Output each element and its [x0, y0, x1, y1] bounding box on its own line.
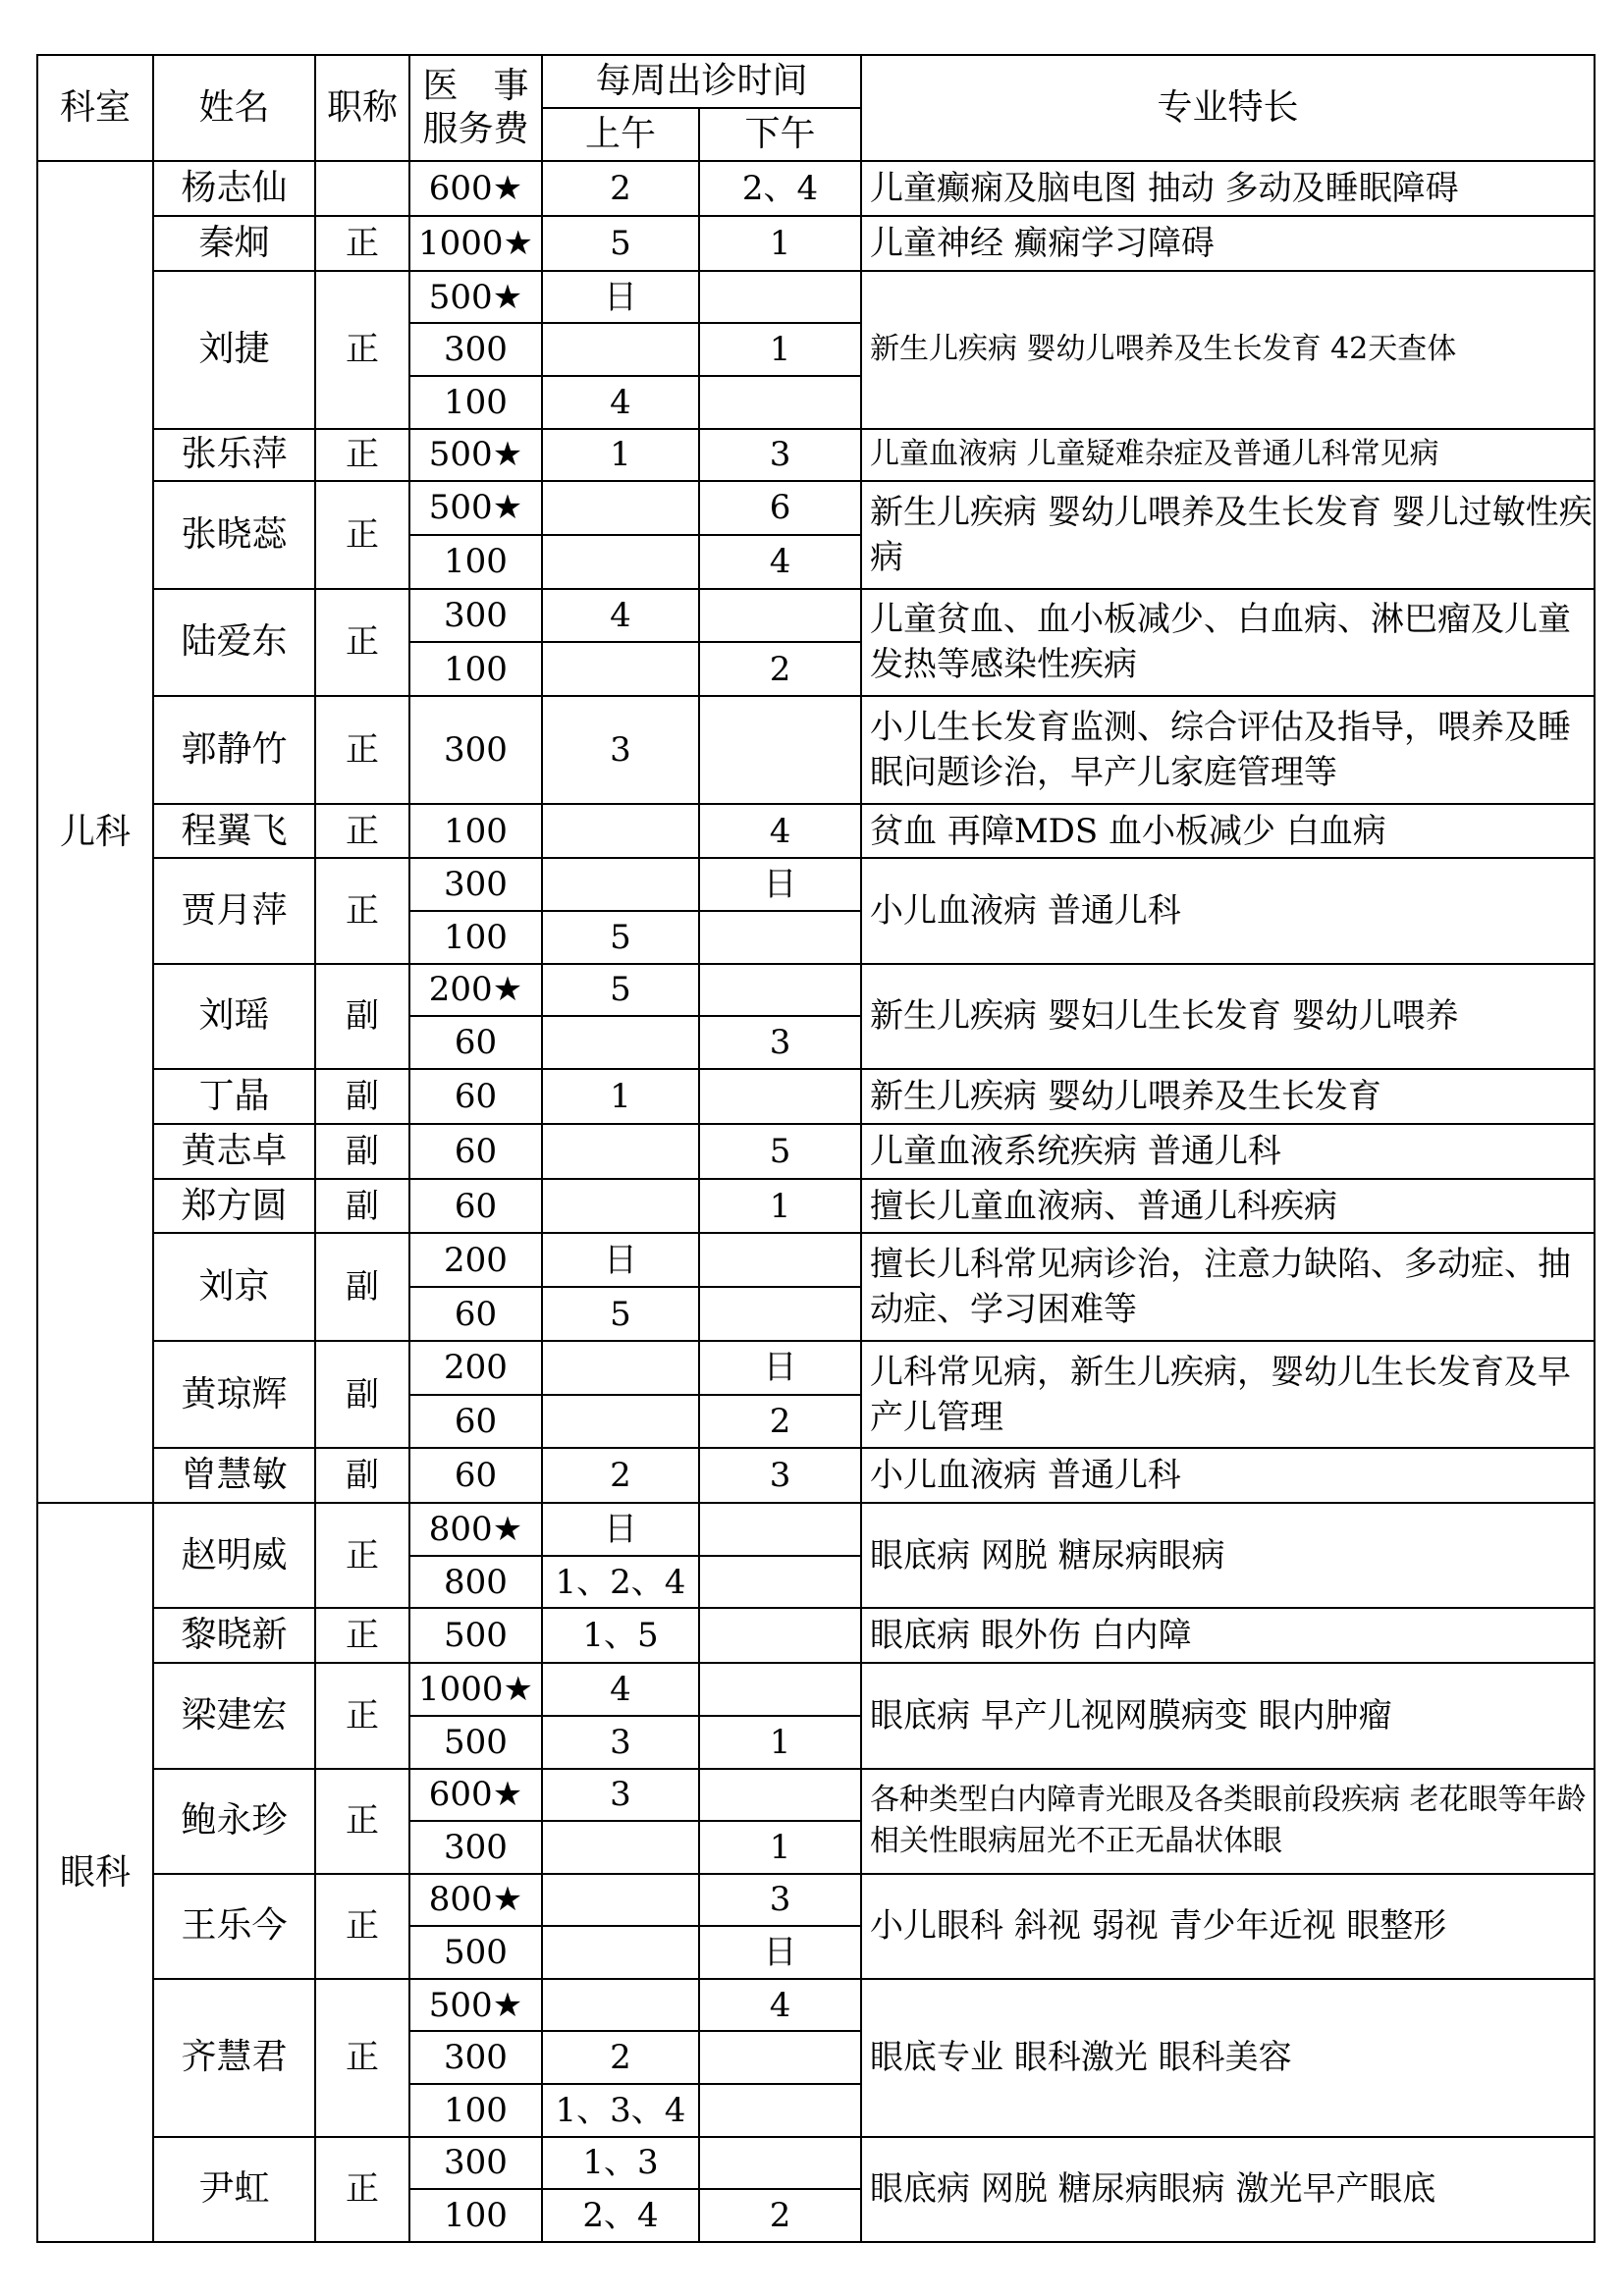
specialty: 擅长儿科常见病诊治，注意力缺陷、多动症、抽动症、学习困难等 — [861, 1233, 1595, 1340]
table-row — [37, 1179, 1595, 1234]
specialty: 贫血 再障MDS 血小板减少 白血病 — [861, 804, 1595, 859]
morning-slot: 1 — [542, 1069, 699, 1124]
table-row — [37, 1124, 1595, 1179]
service-fee: 100 — [409, 642, 542, 696]
morning-slot — [542, 323, 699, 376]
doctor-title: 副 — [315, 1341, 409, 1448]
morning-slot: 3 — [542, 696, 699, 803]
morning-slot: 日 — [542, 271, 699, 324]
table-row — [37, 1663, 1595, 1716]
doctor-name: 贾月萍 — [153, 858, 315, 963]
doctor-name: 刘捷 — [153, 271, 315, 429]
afternoon-slot: 1 — [699, 323, 861, 376]
table-row — [37, 696, 1595, 803]
table-row — [37, 589, 1595, 643]
afternoon-slot — [699, 964, 861, 1017]
afternoon-slot: 4 — [699, 535, 861, 589]
table-row — [37, 1233, 1595, 1287]
morning-slot — [542, 1979, 699, 2032]
service-fee: 100 — [409, 804, 542, 859]
service-fee: 800★ — [409, 1503, 542, 1556]
morning-slot — [542, 1874, 699, 1927]
afternoon-slot: 2、4 — [699, 161, 861, 216]
afternoon-slot: 3 — [699, 1874, 861, 1927]
doctor-name: 程翼飞 — [153, 804, 315, 859]
doctor-title: 正 — [315, 696, 409, 803]
afternoon-slot — [699, 1556, 861, 1609]
doctor-name: 黄志卓 — [153, 1124, 315, 1179]
doctor-title: 正 — [315, 481, 409, 588]
afternoon-slot: 日 — [699, 858, 861, 911]
morning-slot — [542, 1179, 699, 1234]
specialty: 儿童神经 癫痫学习障碍 — [861, 216, 1595, 271]
morning-slot — [542, 804, 699, 859]
morning-slot — [542, 642, 699, 696]
schedule-body — [37, 161, 1595, 2242]
table-row — [37, 1608, 1595, 1663]
specialty: 儿童血液系统疾病 普通儿科 — [861, 1124, 1595, 1179]
afternoon-slot: 2 — [699, 1395, 861, 1449]
doctor-title: 正 — [315, 1503, 409, 1608]
doctor-title: 正 — [315, 216, 409, 271]
table-row — [37, 271, 1595, 324]
morning-slot: 4 — [542, 1663, 699, 1716]
doctor-name: 张乐萍 — [153, 429, 315, 482]
afternoon-slot: 3 — [699, 1448, 861, 1503]
service-fee: 60 — [409, 1448, 542, 1503]
morning-slot: 5 — [542, 911, 699, 964]
afternoon-slot: 日 — [699, 1341, 861, 1395]
morning-slot: 1、3 — [542, 2137, 699, 2190]
specialty: 儿科常见病，新生儿疾病，婴幼儿生长发育及早产儿管理 — [861, 1341, 1595, 1448]
doctor-name: 丁晶 — [153, 1069, 315, 1124]
specialty: 儿童癫痫及脑电图 抽动 多动及睡眠障碍 — [861, 161, 1595, 216]
header-weekly: 每周出诊时间 — [542, 55, 861, 108]
afternoon-slot: 日 — [699, 1926, 861, 1979]
doctor-title: 副 — [315, 1448, 409, 1503]
header-fee — [409, 55, 542, 161]
morning-slot — [542, 1821, 699, 1874]
table-row — [37, 1874, 1595, 1927]
service-fee: 60 — [409, 1179, 542, 1234]
table-row — [37, 1979, 1595, 2032]
doctor-title: 副 — [315, 1179, 409, 1234]
service-fee: 300 — [409, 323, 542, 376]
doctor-title: 正 — [315, 1979, 409, 2137]
specialty: 各种类型白内障青光眼及各类眼前段疾病 老花眼等年龄相关性眼病屈光不正无晶状体眼 — [861, 1769, 1595, 1874]
afternoon-slot — [699, 1608, 861, 1663]
afternoon-slot — [699, 1069, 861, 1124]
doctor-name: 鲍永珍 — [153, 1769, 315, 1874]
service-fee: 500 — [409, 1716, 542, 1769]
service-fee: 60 — [409, 1016, 542, 1069]
afternoon-slot — [699, 1287, 861, 1341]
service-fee: 100 — [409, 535, 542, 589]
table-row — [37, 1769, 1595, 1822]
clinic-schedule-table — [36, 54, 1596, 2243]
doctor-name: 杨志仙 — [153, 161, 315, 216]
doctor-name: 齐慧君 — [153, 1979, 315, 2137]
doctor-name: 王乐今 — [153, 1874, 315, 1979]
morning-slot — [542, 1016, 699, 1069]
table-row — [37, 429, 1595, 482]
afternoon-slot — [699, 1503, 861, 1556]
doctor-name: 秦炯 — [153, 216, 315, 271]
afternoon-slot: 5 — [699, 1124, 861, 1179]
service-fee: 1000★ — [409, 216, 542, 271]
afternoon-slot: 3 — [699, 429, 861, 482]
afternoon-slot — [699, 2031, 861, 2084]
service-fee: 300 — [409, 696, 542, 803]
specialty: 小儿血液病 普通儿科 — [861, 858, 1595, 963]
afternoon-slot — [699, 271, 861, 324]
service-fee: 600★ — [409, 161, 542, 216]
table-row — [37, 964, 1595, 1017]
specialty: 眼底病 网脱 糖尿病眼病 激光早产眼底 — [861, 2137, 1595, 2242]
doctor-title: 副 — [315, 1069, 409, 1124]
morning-slot: 1 — [542, 429, 699, 482]
header-am: 上午 — [542, 108, 699, 161]
specialty: 儿童贫血、血小板减少、白血病、淋巴瘤及儿童发热等感染性疾病 — [861, 589, 1595, 696]
service-fee: 200 — [409, 1233, 542, 1287]
afternoon-slot — [699, 2137, 861, 2190]
service-fee: 100 — [409, 2189, 542, 2242]
afternoon-slot: 6 — [699, 481, 861, 535]
afternoon-slot: 1 — [699, 1821, 861, 1874]
afternoon-slot: 2 — [699, 642, 861, 696]
doctor-title: 正 — [315, 589, 409, 696]
table-row — [37, 2137, 1595, 2190]
service-fee: 500★ — [409, 429, 542, 482]
service-fee: 300 — [409, 589, 542, 643]
morning-slot — [542, 1926, 699, 1979]
doctor-title: 正 — [315, 858, 409, 963]
specialty: 擅长儿童血液病、普通儿科疾病 — [861, 1179, 1595, 1234]
table-row — [37, 1341, 1595, 1395]
doctor-name: 赵明威 — [153, 1503, 315, 1608]
service-fee: 60 — [409, 1395, 542, 1449]
service-fee: 300 — [409, 858, 542, 911]
specialty: 新生儿疾病 婴幼儿喂养及生长发育 42天查体 — [861, 271, 1595, 429]
doctor-name: 郭静竹 — [153, 696, 315, 803]
header-fee-line1: 医 事 — [422, 66, 529, 106]
specialty: 新生儿疾病 婴幼儿喂养及生长发育 — [861, 1069, 1595, 1124]
service-fee: 600★ — [409, 1769, 542, 1822]
table-row — [37, 1069, 1595, 1124]
afternoon-slot: 4 — [699, 804, 861, 859]
doctor-name: 陆爱东 — [153, 589, 315, 696]
service-fee: 60 — [409, 1124, 542, 1179]
afternoon-slot: 1 — [699, 1179, 861, 1234]
morning-slot: 3 — [542, 1716, 699, 1769]
table-row — [37, 1503, 1595, 1556]
afternoon-slot — [699, 589, 861, 643]
doctor-name: 张晓蕊 — [153, 481, 315, 588]
doctor-name: 梁建宏 — [153, 1663, 315, 1768]
service-fee: 500 — [409, 1926, 542, 1979]
doctor-title — [315, 161, 409, 216]
service-fee: 100 — [409, 2084, 542, 2137]
morning-slot: 4 — [542, 376, 699, 429]
doctor-title: 副 — [315, 1233, 409, 1340]
afternoon-slot: 4 — [699, 1979, 861, 2032]
service-fee: 800★ — [409, 1874, 542, 1927]
afternoon-slot — [699, 911, 861, 964]
morning-slot: 3 — [542, 1769, 699, 1822]
doctor-title: 正 — [315, 2137, 409, 2242]
doctor-name: 刘瑶 — [153, 964, 315, 1069]
morning-slot: 2 — [542, 2031, 699, 2084]
afternoon-slot — [699, 2084, 861, 2137]
afternoon-slot: 2 — [699, 2189, 861, 2242]
header-specialty: 专业特长 — [861, 55, 1595, 161]
service-fee: 300 — [409, 2137, 542, 2190]
specialty: 儿童血液病 儿童疑难杂症及普通儿科常见病 — [861, 429, 1595, 482]
table-row — [37, 804, 1595, 859]
specialty: 眼底病 眼外伤 白内障 — [861, 1608, 1595, 1663]
department-cell: 儿科 — [37, 161, 153, 1503]
morning-slot: 日 — [542, 1233, 699, 1287]
afternoon-slot: 1 — [699, 216, 861, 271]
header-dept: 科室 — [37, 55, 153, 161]
service-fee: 300 — [409, 1821, 542, 1874]
morning-slot: 4 — [542, 589, 699, 643]
morning-slot — [542, 1341, 699, 1395]
doctor-title: 正 — [315, 804, 409, 859]
doctor-title: 正 — [315, 429, 409, 482]
doctor-name: 郑方圆 — [153, 1179, 315, 1234]
table-row — [37, 216, 1595, 271]
service-fee: 300 — [409, 2031, 542, 2084]
morning-slot: 5 — [542, 216, 699, 271]
afternoon-slot — [699, 1233, 861, 1287]
table-row — [37, 858, 1595, 911]
afternoon-slot — [699, 696, 861, 803]
afternoon-slot — [699, 1769, 861, 1822]
specialty: 小儿生长发育监测、综合评估及指导，喂养及睡眠问题诊治，早产儿家庭管理等 — [861, 696, 1595, 803]
specialty: 新生儿疾病 婴妇儿生长发育 婴幼儿喂养 — [861, 964, 1595, 1069]
service-fee: 500★ — [409, 271, 542, 324]
service-fee: 500 — [409, 1608, 542, 1663]
afternoon-slot: 1 — [699, 1716, 861, 1769]
morning-slot: 2 — [542, 1448, 699, 1503]
service-fee: 100 — [409, 376, 542, 429]
header-name: 姓名 — [153, 55, 315, 161]
doctor-name: 尹虹 — [153, 2137, 315, 2242]
doctor-name: 黄琼辉 — [153, 1341, 315, 1448]
afternoon-slot — [699, 376, 861, 429]
morning-slot — [542, 1395, 699, 1449]
morning-slot — [542, 481, 699, 535]
doctor-title: 正 — [315, 1608, 409, 1663]
header-fee-line2: 服务费 — [422, 109, 529, 149]
specialty: 眼底专业 眼科激光 眼科美容 — [861, 1979, 1595, 2137]
doctor-title: 副 — [315, 964, 409, 1069]
doctor-title: 正 — [315, 1769, 409, 1874]
department-cell: 眼科 — [37, 1503, 153, 2242]
specialty: 眼底病 网脱 糖尿病眼病 — [861, 1503, 1595, 1608]
morning-slot: 2 — [542, 161, 699, 216]
table-row — [37, 1448, 1595, 1503]
morning-slot: 日 — [542, 1503, 699, 1556]
morning-slot — [542, 1124, 699, 1179]
specialty: 眼底病 早产儿视网膜病变 眼内肿瘤 — [861, 1663, 1595, 1768]
doctor-title: 正 — [315, 1663, 409, 1768]
service-fee: 500★ — [409, 1979, 542, 2032]
doctor-name: 曾慧敏 — [153, 1448, 315, 1503]
table-row — [37, 481, 1595, 535]
service-fee: 1000★ — [409, 1663, 542, 1716]
morning-slot: 5 — [542, 1287, 699, 1341]
morning-slot: 1、3、4 — [542, 2084, 699, 2137]
service-fee: 60 — [409, 1069, 542, 1124]
service-fee: 500★ — [409, 481, 542, 535]
specialty: 小儿眼科 斜视 弱视 青少年近视 眼整形 — [861, 1874, 1595, 1979]
morning-slot — [542, 858, 699, 911]
header-pm: 下午 — [699, 108, 861, 161]
specialty: 小儿血液病 普通儿科 — [861, 1448, 1595, 1503]
doctor-title: 正 — [315, 271, 409, 429]
table-row — [37, 161, 1595, 216]
doctor-title: 副 — [315, 1124, 409, 1179]
morning-slot — [542, 535, 699, 589]
morning-slot: 2、4 — [542, 2189, 699, 2242]
doctor-title: 正 — [315, 1874, 409, 1979]
doctor-name: 刘京 — [153, 1233, 315, 1340]
morning-slot: 5 — [542, 964, 699, 1017]
afternoon-slot: 3 — [699, 1016, 861, 1069]
service-fee: 200★ — [409, 964, 542, 1017]
header-title: 职称 — [315, 55, 409, 161]
service-fee: 100 — [409, 911, 542, 964]
afternoon-slot — [699, 1663, 861, 1716]
morning-slot: 1、2、4 — [542, 1556, 699, 1609]
service-fee: 60 — [409, 1287, 542, 1341]
doctor-name: 黎晓新 — [153, 1608, 315, 1663]
service-fee: 200 — [409, 1341, 542, 1395]
service-fee: 800 — [409, 1556, 542, 1609]
specialty: 新生儿疾病 婴幼儿喂养及生长发育 婴儿过敏性疾病 — [861, 481, 1595, 588]
morning-slot: 1、5 — [542, 1608, 699, 1663]
